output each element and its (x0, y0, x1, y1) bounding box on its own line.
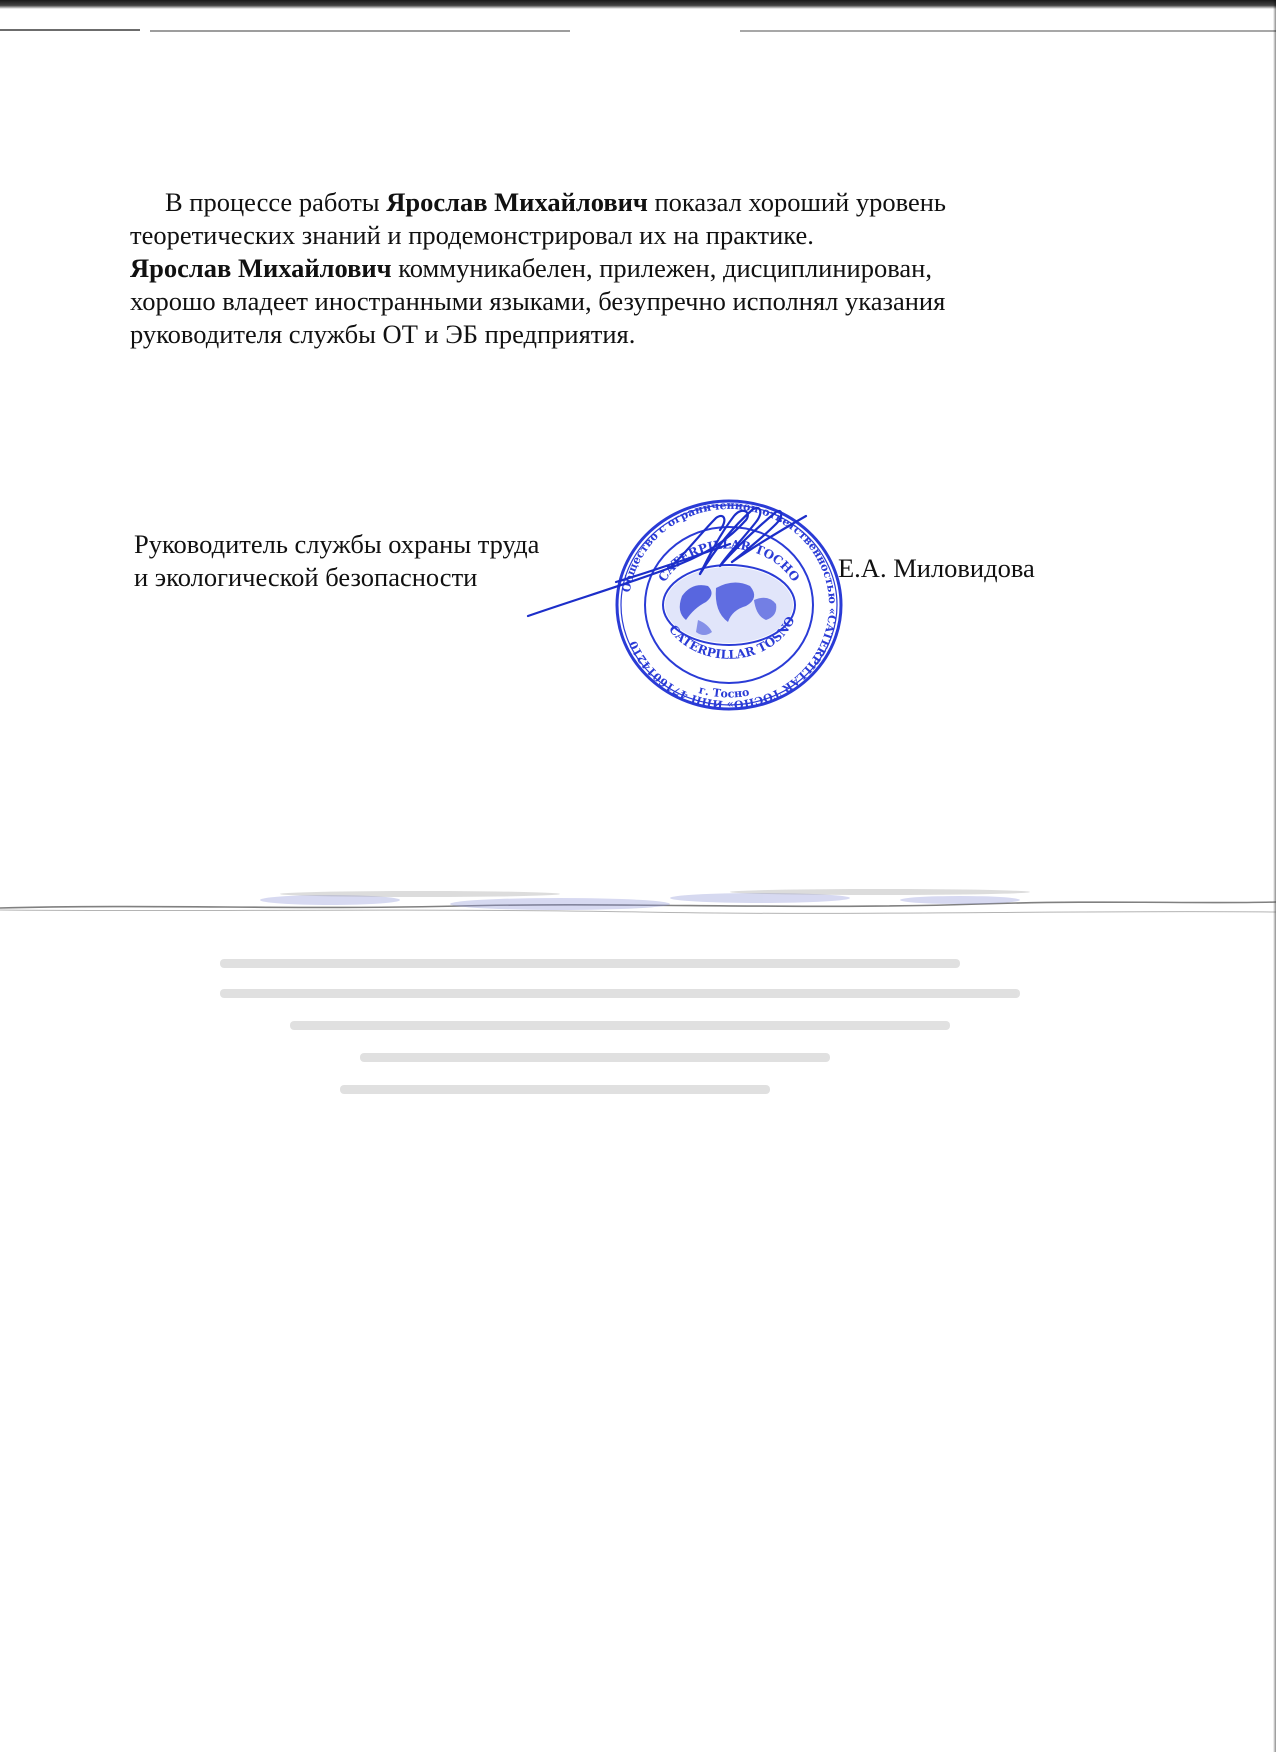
paragraph-line-2: теоретических знаний и продемонстрировал их на практике. (130, 220, 814, 250)
scan-artifact-line (0, 29, 140, 31)
scan-artifact-line (740, 30, 1276, 32)
text-run: коммуникабелен, прилежен, дисциплинирован, (391, 253, 932, 283)
scan-artifact-line (150, 30, 570, 32)
paragraph-line-5: руководителя службы ОТ и ЭБ предприятия. (130, 319, 636, 349)
stamp-outer-text: Общество с ограниченной ответственностью «CATERPILLAR ТОСНО» ИНН 4716014210 (619, 498, 840, 712)
paragraph-line-3 (130, 252, 1070, 285)
signatory-title-line-2: и экологической безопасности (134, 562, 478, 592)
stamp-inner-top-text: CATERPILLAR ТОСНО (655, 537, 803, 585)
paper-fold-crease (0, 870, 1276, 930)
signatory-name: Е.А. Миловидова (838, 553, 1035, 583)
stamp-inner-bottom-text: CATERPILLAR TOSNO (666, 614, 798, 662)
paragraph-line-1 (130, 186, 1070, 219)
employee-name: Ярослав Михайлович (130, 253, 392, 283)
signatory-title (134, 528, 539, 594)
bleed-through-ghost-text (220, 955, 1080, 1125)
text-run: показал хороший уровень (647, 187, 946, 217)
reference-paragraph (130, 186, 1070, 351)
scan-top-edge (0, 0, 1276, 9)
stamp-city-text: г. Тосно (697, 683, 751, 701)
employee-name: Ярослав Михайлович (386, 187, 648, 217)
text-run: В процессе работы (165, 187, 387, 217)
paragraph-line-4: хорошо владеет иностранными языками, безупречно исполнял указания (130, 286, 946, 316)
handwritten-signature (520, 488, 820, 628)
signatory-title-line-1: Руководитель службы охраны труда (134, 529, 540, 559)
